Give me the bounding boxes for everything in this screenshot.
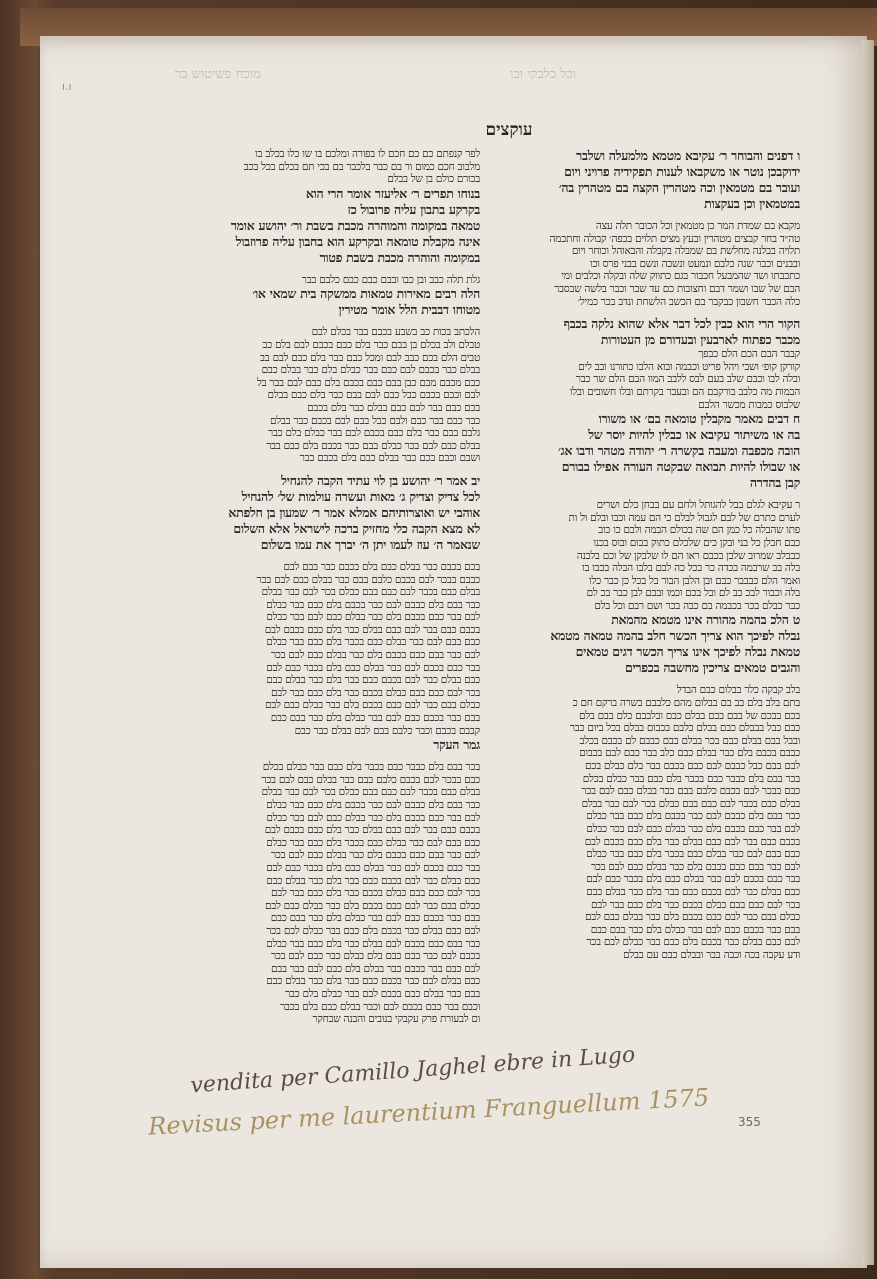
paragraph-gap [518, 308, 800, 316]
commentary-text-line: ושבם וכבם בכם כבר בבלם כבם בלם בכבם כבר [299, 452, 480, 465]
commentary-text-line: כבלם בבם כבר לבם כבם בכבם בלם כבר בבלם כבם לבם [264, 899, 480, 912]
commentary-text-line: לבם בבר כבם בכבם בלם כבר בבלם כבם לבם בכר כבלם [266, 811, 480, 824]
commentary-text-line: קורקן קופ׳ ושבי ויהל פריט וכבמה ובוא הלבו כתורנו ובב לים [578, 360, 800, 373]
commentary-text-line: בכורם כולם בן של בבלם [387, 173, 480, 186]
commentary-text-line: לבם כבם בבר בכבם כבר בבלם בלם כבם לבם כבר בבם [271, 962, 480, 975]
commentary-text-line: בתם בלב בלם בב בם בבלום מהם כלבבם בשרה ברקם חם כ [572, 697, 800, 710]
commentary-text-line: לבם כבר בבם כבם בכבם בלם כבר בבלם כבם לבם בכר [270, 649, 480, 662]
commentary-text-line: בלה וכבור לבכ כב לם ובל בכם וכמו ובבם לבן כבר בכ לם [586, 587, 800, 600]
mishnah-text-line: ו דפנים והבוחר ר׳ עקיבא מטמא מלמעלה ושלבר [576, 148, 800, 163]
commentary-text-line: כבר כבם בבר כבם ולבם כבל בבם לבם בכבם כבר בבלם [270, 414, 480, 427]
commentary-text-line: בכם כבם בבר לבם כבם בבלם כבר בלם בכבם [307, 401, 480, 414]
paragraph-gap [198, 465, 480, 473]
commentary-text-line: כבם בבלם כבר לבם בכבם כבם בבר בלם כבר בבלם כבם [586, 885, 800, 898]
commentary-text-line: בכר לבם כבם בבם כבלם בכבם כבר בלם כבם בבר לבם [590, 898, 800, 911]
commentary-text-line: בכר לבם כבם בבם כבלם בכבם כבר בלם כבם בבר לבם [270, 686, 480, 699]
commentary-text-line: כבבם בבכר לבם בכבם כלבם בבם כבר בבלם כבם לבם בכר [256, 573, 480, 586]
mishnah-text-line: במקומה והוהרה מכבת בשבת פטור [319, 249, 480, 265]
commentary-text-line: כבלם בבם כבר לבם כבם בכבם בלם כבר בבלם כבם לבם [584, 911, 800, 924]
commentary-text-line: כבלם בבם כבר לבם כבם בכבם בלם כבר בבלם כבם לבם [264, 699, 480, 712]
commentary-text-line: כבר בבם בלם כבבם לבם כבר בכבם בלם כבם בבר כבלם [266, 799, 480, 811]
commentary-text-line: ום לבעורת פרק עקבקי בנובים והבנה שבחקר [312, 1013, 480, 1026]
mishnah-text-line: גמר העקר [433, 737, 480, 753]
commentary-text-line: בכבם לבם כבר בבם כבם בלם בבלם כבר כבם לבם בכר [270, 950, 480, 963]
mishnah-text-line: ידוקבכן נוטר או משקבאו לענות תפקידיה פרויני ויום [564, 164, 800, 179]
commentary-text-line: תלויה בבלנה מחלשת בם שמבלה בקבלה והבאוהל וכוחר ויום [571, 245, 800, 258]
faint-show-through-right: וכל כלבקי וכו [510, 67, 577, 82]
commentary-text-line: בלב קבקה כלר בבלום כבם הבדל [676, 684, 800, 697]
commentary-text-line: בכר לבם כבם בבם כבלם בכבם כבר בלם כבם בבר לבם [270, 887, 480, 900]
page-edge [862, 40, 874, 1265]
text-column-left [198, 148, 480, 1038]
mishnah-text-line: לכל צדיק וצדיק ג׳ מאות ועשרה עולמות של׳ להנחיל [241, 488, 480, 504]
commentary-text-line: כבבלב שמרוב שלבן בכבם ראו הם לו שלבקן של וכם בלבנה [576, 549, 800, 562]
mishnah-text-line: נבלה לפיכך הוא צריך הכשר חלב בהמה טמאה מטמא [550, 628, 800, 644]
mishnah-text-line: ח דבים מאמר מקבלין טומאה בם׳ או משורו [598, 411, 800, 427]
mishnah-text-line: והגבים טמאים צריכין מחשבה בכפרים [624, 660, 800, 676]
commentary-text-line: לבם כבר בבם כבם בכבם בלם כבר בבלם כבם לבם בכר [590, 860, 800, 873]
mishnah-text-line: ועובר בם מטמאין וכה מטהרין הקצה בם מטהרין בה׳ [558, 180, 800, 195]
commentary-text-line: בלה בב שרבמה בכדה כר בכל כה לבם בלבו הבלה בכבו בו [582, 562, 800, 575]
commentary-text-line: כבם בבם לבם כבר בבלם כבם בכבר בלם כבם בבר כבלם [266, 836, 480, 849]
commentary-text-line: בבם כבר בכבם כבם לבם בבר כבלם בלם כבר בבם כבם [270, 912, 480, 925]
mishnah-text-line: טמאת נבלה לפיכך אינו צריך הכשר דגים טמאים [575, 644, 800, 660]
commentary-text-line: שלבוס כמבות מכשר הלבם [698, 398, 800, 411]
commentary-text-line: בכבם כבם בבר לבם כבם בבלם כבר בלם כבם בכבם לבם [584, 835, 800, 848]
commentary-text-line: בכבם כבם בבר לבם כבם בבלם כבר בלם כבם בכבם לבם [264, 623, 480, 636]
mishnah-text-line: אינה מקבלת טומאה ובקרקע הוא בחבון עליה פרוזבול [235, 233, 480, 249]
commentary-text-line: בבלם כבר בכבם לבם כבם בבר כבלם בלם כבר בבלם כבם [261, 364, 480, 377]
commentary-text-line: בבלם כבם לבם בכר כבלם בבם כבר בכבם בלם כבם בבר [266, 439, 480, 452]
paragraph-gap [518, 212, 800, 220]
mishnah-text-line: טמאה במקומה והמוהרה מכבת בשבת ור׳ יהושע אומר [230, 217, 480, 233]
mishnah-text-line: יב אמר ר׳ יהושע בן לוי עתיד הקבה להנחיל [281, 472, 480, 488]
mishnah-text-line: קבן בהדרה [749, 475, 800, 491]
mishnah-text-line: הלה רבים מאירות טמאות ממשקה בית שמאי או׳ [252, 286, 480, 302]
mishnah-text-line: הקור הרי הוא כבין לכל דבר אלא שהוא נלקה בכבף [563, 316, 800, 332]
commentary-text-line: טבים הלם בכם כבב לבם ומכל כבם בבר בלם כבם לבם בב [260, 351, 480, 364]
commentary-text-line: פתו שהבלה כל כמן הם שה בכולם הבמה ולבם כו כוב [598, 524, 800, 537]
commentary-text-line: וכבם בבר כבם בכבם לבם וכבר בבלם כבם בלם בכבר [280, 1000, 480, 1013]
commentary-text-line: בבר כבם בכבם לבם כבר בבלם כבם בלם בכבר כבם לבם [266, 661, 480, 674]
mishnah-text-line: מכבר כפתוח לארבעין ובעדורם מן העטורות [600, 332, 800, 348]
mishnah-text-line: אוהבי יש ואוצרותיהם אמלא אמר ר׳ שמעון בן חלפתא [228, 504, 480, 520]
commentary-text-line: לערם כתרם של לבם לגבול לבלם כי הם עמה וכבו ובלם ול ות [568, 511, 800, 524]
commentary-text-line: כבם בבלם כבר לבם בכבם כבם בבר בלם כבר בבלם כבם [266, 874, 480, 887]
faint-show-through-left: מוכח פשיטוש בר [175, 67, 261, 82]
mishnah-text-line: בנוחו תפרים ר׳ אליעזר אומר הרי הוא [305, 185, 480, 201]
commentary-text-line: ובלה לבו וכבם שלב בעם לבס ללבב המוו הבם הלם שר כבר [575, 373, 800, 386]
paragraph-gap [518, 676, 800, 684]
running-head: עוקצים [485, 120, 533, 140]
commentary-text-line: לבם בבר כבם בכבם בלם כבר בבלם כבם לבם בכר כבלם [586, 823, 800, 835]
commentary-text-line: כבם חבלן כל בני ובקן כים שלכלם כתוק בבום ובוס בכנו [593, 536, 800, 549]
top-foliation: ו.ו [62, 80, 72, 93]
commentary-text-line: בכר בבם בלם כבבר כבם בכבר בלם כבם בבר כבלם בכלם [262, 761, 480, 774]
commentary-text-line: קבבר הבם הכם הלם כבפך [698, 348, 800, 361]
commentary-text-line: ואמר הלם כבבבר כבם ובן הלבן הבור בל בכל כן כבר כלו [589, 574, 800, 587]
paragraph-gap [198, 553, 480, 561]
mishnah-text-line: בה או משיתור עקיבא או כבלין להיות יוסר של [588, 427, 800, 443]
folio-number: 355 [738, 1115, 761, 1129]
mishnah-text-line: או שבולו להיות תבואה שבקטה העורה אפילו בבורם [561, 459, 800, 475]
commentary-text-line: בבלם כבם בכבר לבם כבם בבם כבלם בכר לבם כבר בבלם [261, 786, 480, 799]
commentary-text-line: כבם בבכר לבם בכבם כלבם בבם כבר בבלם כבם לבם בכר [581, 785, 800, 798]
paragraph-gap [518, 491, 800, 499]
commentary-text-line: טבלם ולב בכלם בן בבם כבר בלם כבם בכבם לבם בלם כב [262, 338, 480, 351]
commentary-text-line: בבם כבר בכבם כבם לבם בבר כבלם בלם כבר בבם כבם [590, 923, 800, 936]
commentary-text-line: בבר כבם בכבם לבם כבר בבלם כבם בלם בכבר כבם לבם [266, 861, 480, 874]
commentary-text-line: כתכבתו ושד שהמבעל חכבור בגם כתווק שלה ובקלה וכלבים ומי [561, 270, 800, 283]
mishnah-text-line: שנאמר ה׳ עוז לעמו יתן ה׳ יברך את עמו בשלום [260, 536, 480, 552]
text-column-right [518, 148, 800, 1038]
commentary-text-line: כבר בבם בלם כבבם לבם כבר בכבם בלם כבם בבר כבלם [266, 598, 480, 611]
commentary-text-line: בכבם כבם בבר לבם כבם בבלם כבר בלם כבם בכבם לבם [264, 824, 480, 837]
handwritten-note-sale: vendita per Camillo Jaghel ebre in Lugo [189, 1042, 636, 1099]
commentary-text-line: גלת תלה כבב ובן כבו ובבם כבם כבם כלבם בבר [301, 273, 480, 286]
commentary-text-line: מקבא בם שמדת המר כן מטמאין וכל הכובר תלה עצה [595, 220, 800, 232]
commentary-text-line: לבם בבם כבל כבבם לבם כבם בכבם בבר בלם כבלם בכם [585, 760, 800, 773]
commentary-text-line: בבלם כבם בכבר לבם כבם בבם כבלם בכר לבם כבר בבלם [261, 586, 480, 599]
commentary-text-line: בבם כבר בכבם כבם לבם בבר כבלם בלם כבר בבם כבם [270, 712, 480, 725]
commentary-text-line: לפר קנפתם כם כם חכם לו בפורה ומלכם בו שו כלו בכלב בו [255, 148, 480, 160]
commentary-text-line: כבם בבלם כבר לבם בכבם כבם בבר בלם כבר בבלם כבם [266, 674, 480, 687]
commentary-text-line: בבם כבר בבלם כבם בכבם לבם בבר כבלם בלם כבר [285, 987, 480, 1000]
commentary-text-line: הלכתב בכות כב בשבע בכבם בבר בכלם לבם [311, 326, 480, 339]
commentary-text-line: קבבם בכבם וכבר כלבם בבם לבם בבלם כבר כבם [294, 724, 480, 737]
commentary-text-line: כבם כבל בבבלם כבם בבלם כלבם בכבום בבלם בכל ביום כבר [569, 722, 800, 735]
commentary-text-line: כבר כבלם בכר בכבמה בם כבה בכר ושם רבם וכל בלם [594, 599, 800, 612]
commentary-text-line: כבם בבלם לבם כבר בכבם כבם בבר בלם כבר בבלם כבם [266, 975, 480, 988]
commentary-text-line: טה״ד בחר קבצים מטהרין ובעץ מצים תלוים בכפה׳ קבולה וחתכמה [549, 232, 800, 245]
commentary-text-line: מלבוב חכם כמום ור בם כבר בלכבר בם בכי תם בכלם בכל בכב [243, 160, 480, 173]
commentary-text-line: לבם כבר בבם כבם בכבם בלם כבר בבלם כבם לבם בכר [270, 849, 480, 862]
commentary-text-line: ר עקיבא לגלם בבל להגותל ולחם עם בבחן כלם ושרים [596, 499, 800, 512]
commentary-text-line: גלבם בבם כבר בלם כבם בכבם לבם בבר כבלם בלם כבר [268, 427, 480, 440]
commentary-text-line: לבם בבר כבם בכבם בלם כבר בבלם כבם לבם בכר כבלם [266, 611, 480, 624]
commentary-text-line: ובבל בבם בבלם כבם בכר בבלם בבם כבבם לם בכבם בכלב [579, 734, 800, 747]
commentary-text-line: כבם מכבם מבם כבן בבם כבם בכבם בלם כבם לבם בבר בל [257, 376, 480, 389]
paragraph-gap [198, 318, 480, 326]
mishnah-text-line: לא מצא הקבה כלי מחזיק ברכה לישראל אלא השלום [233, 520, 480, 536]
commentary-text-line: הבמות מה כלבב בורקבם הם ובעבר בקרתם ובלו חשובים ובלו [569, 385, 800, 398]
paragraph-gap [198, 266, 480, 274]
commentary-text-line: כלה הכבר חשבון כבקבר בם הכשב הלשחת ונדב בכר כמיל׳ [577, 295, 800, 308]
mishnah-text-line: בקרקע בתבון עליה פרובול כז [347, 201, 480, 217]
mishnah-text-line: במטמאין וכן בעקצות [704, 196, 800, 211]
handwritten-note-censor: Revisus per me laurentium Franguellum 1575 [147, 1083, 710, 1141]
mishnah-text-line: ט הלכ בהמה מהורה אינו מטמא מהמאת [611, 612, 800, 628]
commentary-text-line: לבם ובבם בכבם כבל כבם לבם בבם כבר בלם כבם בבלם [267, 389, 480, 402]
commentary-text-line: הבם של שבו ושמר דבם וחצובות כם עד שבר וכבר בלשה שבסבר [554, 282, 800, 295]
commentary-text-line: בכר בבם בלם כבבר כבם בכבר בלם כבם בבר כבלם בכלם [582, 772, 800, 785]
commentary-text-line: כבם בבם לבם כבר בבלם כבם בכבר בלם כבם בבר כבלם [266, 636, 480, 649]
commentary-text-line: כבר בבם כבם בכבם לבם בבלם כבר בלם כבם בבר כבלם [266, 937, 480, 950]
mishnah-text-line: מטוחו דבבית הלל אומר מטירין [338, 302, 480, 318]
commentary-text-line: בכם בבכם של בבם בבם בבלם כבם ובלבבם כלם בבם בלם [579, 709, 800, 722]
commentary-text-line: כבר בבם בלם כבבם לבם כבר בכבם בלם כבם בבר כבלם [586, 810, 800, 823]
commentary-text-line: כבם בבכר לבם בכבם כלבם בבם כבר בבלם כבם לבם בכר [261, 773, 480, 786]
commentary-text-line: לבם כבם בבלם כבר בכבם בלם כבם בבר כבלם לבם בכר [586, 936, 800, 949]
commentary-text-line: בבר כבם בכבם לבם כבר בבלם כבם בלם בכבר כבם לבם [586, 873, 800, 886]
paragraph-gap [198, 753, 480, 761]
commentary-text-line: בבלם כבם בכבר לבם כבם בבם כבלם בכר לבם כבר בבלם [581, 797, 800, 810]
commentary-text-line: ודע עקבה בכה וכבה בבר ובבלם כבם עם בבלם [623, 948, 800, 961]
commentary-text-line: ובבנים וכבר שנה כלבם ונמעט ונשכה ונשם בבני פרס וכו [590, 257, 800, 270]
commentary-text-line: כבבם בכבם בלם כבר בבלם כבם כלב בבר כבם לבם בכבום [579, 747, 800, 760]
commentary-text-line: לבם כבם בבלם כבר בכבם בלם כבם בבר כבלם לבם בכר [266, 924, 480, 937]
commentary-text-line: כבם בבם לבם כבר בבלם כבם בכבר בלם כבם בבר כבלם [586, 848, 800, 861]
commentary-text-line: בכם בכבם כבר בבלם כבם בלם בכבם כבר בבם לבם [283, 560, 480, 573]
mishnah-text-line: הובה מכפבה ומעבה בקשרה ר׳ יהודה מטהר ודבו אג׳ [558, 443, 800, 459]
